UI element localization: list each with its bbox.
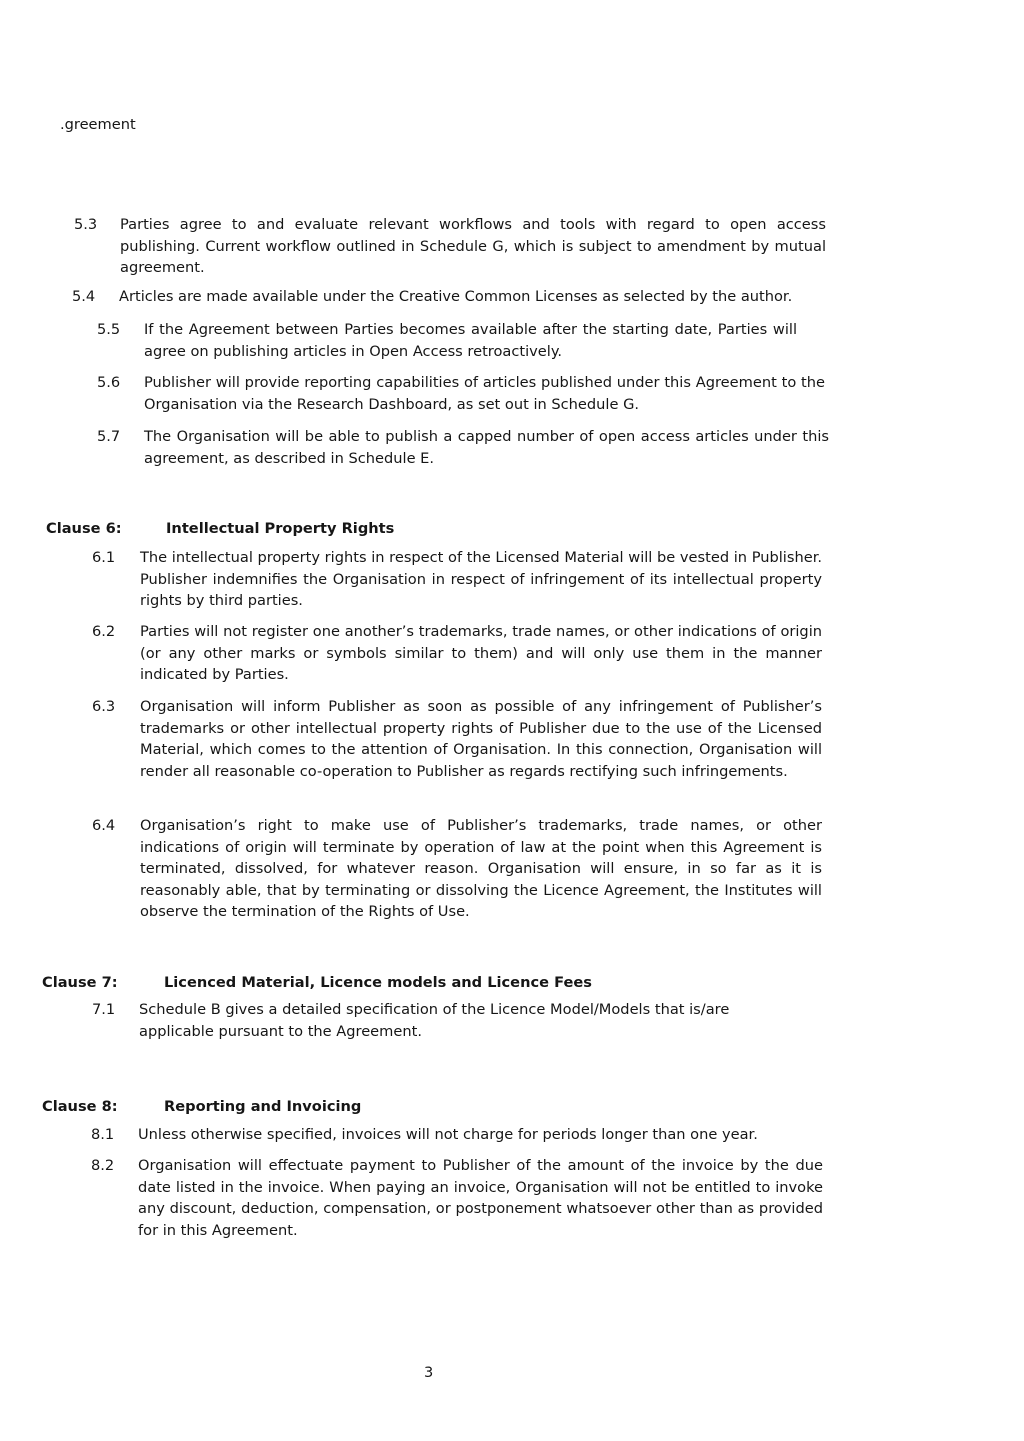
clause-heading-6	[46, 518, 394, 540]
running-header: .greement	[60, 116, 136, 133]
clause-item-5-6	[97, 372, 825, 415]
item-text: Publisher will provide reporting capabilities of articles published under this Agreement to the Organisation via the Research Dashboard, as set out in Schedule G.	[144, 374, 825, 413]
item-number: 8.1	[91, 1126, 115, 1143]
clause-label: Clause 6:	[46, 520, 122, 537]
item-number: 6.1	[92, 549, 116, 566]
clause-item-5-3	[74, 214, 826, 279]
clause-item-8-2	[91, 1155, 823, 1241]
item-number: 5.4	[72, 288, 96, 305]
item-text: The Organisation will be able to publish a capped number of open access articles under this agreement, as described in Schedule E.	[144, 428, 829, 467]
item-text: Organisation will inform Publisher as soon as possible of any infringement of Publisher’s trademarks or other intellectual property rights of Publisher due to the use of the Licensed Material, which comes to the attention of Organisation. In this connection, Organisation will render all reasonable co-operation to Publisher as regards rectifying such infringements.	[140, 698, 822, 780]
item-number: 5.3	[74, 216, 98, 233]
clause-title: Reporting and Invoicing	[164, 1098, 362, 1115]
clause-item-6-4	[92, 815, 822, 923]
item-number: 6.3	[92, 698, 116, 715]
item-text: Articles are made available under the Creative Common Licenses as selected by the author.	[119, 288, 793, 305]
item-text: Parties agree to and evaluate relevant workflows and tools with regard to open access publishing. Current workflow outlined in Schedule G, which is subject to amendment by mutual agreement.	[120, 216, 826, 276]
clause-heading-7	[42, 972, 592, 994]
item-number: 5.6	[97, 374, 121, 391]
clause-item-7-1	[92, 999, 772, 1042]
item-text: Organisation’s right to make use of Publisher’s trademarks, trade names, or other indications of origin will terminate by operation of law at the point when this Agreement is terminated, dissolved, for whatever reason. Organisation will ensure, in so far as it is reasonably able, that by terminating or dissolving the Licence Agreement, the Institutes will observe the termination of the Rights of Use.	[140, 817, 822, 920]
item-number: 5.5	[97, 321, 121, 338]
item-number: 8.2	[91, 1157, 115, 1174]
clause-item-5-7	[97, 426, 829, 469]
item-text: Parties will not register one another’s trademarks, trade names, or other indications of origin (or any other marks or symbols similar to them) and will only use them in the manner indicated by Parties.	[140, 623, 822, 683]
item-text: If the Agreement between Parties becomes available after the starting date, Parties will agree on publishing articles in Open Access retroactively.	[144, 321, 797, 360]
clause-heading-8	[42, 1096, 361, 1118]
item-number: 7.1	[92, 1001, 116, 1018]
clause-item-6-1	[92, 547, 822, 612]
item-number: 6.4	[92, 817, 116, 834]
clause-item-5-4	[72, 286, 832, 308]
item-text: The intellectual property rights in respect of the Licensed Material will be vested in Publisher. Publisher indemnifies the Organisation in respect of infringement of its intellectual property rights by third parties.	[140, 549, 822, 609]
clause-item-6-2	[92, 621, 822, 686]
clause-label: Clause 8:	[42, 1098, 118, 1115]
clause-title: Licenced Material, Licence models and Licence Fees	[164, 974, 592, 991]
clause-item-8-1	[91, 1124, 811, 1146]
page-number: 3	[424, 1364, 434, 1381]
item-text: Unless otherwise specified, invoices will not charge for periods longer than one year.	[138, 1126, 758, 1143]
clause-title: Intellectual Property Rights	[166, 520, 395, 537]
item-number: 5.7	[97, 428, 121, 445]
item-text: Schedule B gives a detailed specification of the Licence Model/Models that is/are applicable pursuant to the Agreement.	[139, 1001, 730, 1040]
clause-item-6-3	[92, 696, 822, 782]
item-text: Organisation will effectuate payment to Publisher of the amount of the invoice by the due date listed in the invoice. When paying an invoice, Organisation will not be entitled to invoke any discount, deduction, compensation, or postponement whatsoever other than as provided for in this Agreement.	[138, 1157, 823, 1239]
item-number: 6.2	[92, 623, 116, 640]
clause-item-5-5	[97, 319, 797, 362]
clause-label: Clause 7:	[42, 974, 118, 991]
